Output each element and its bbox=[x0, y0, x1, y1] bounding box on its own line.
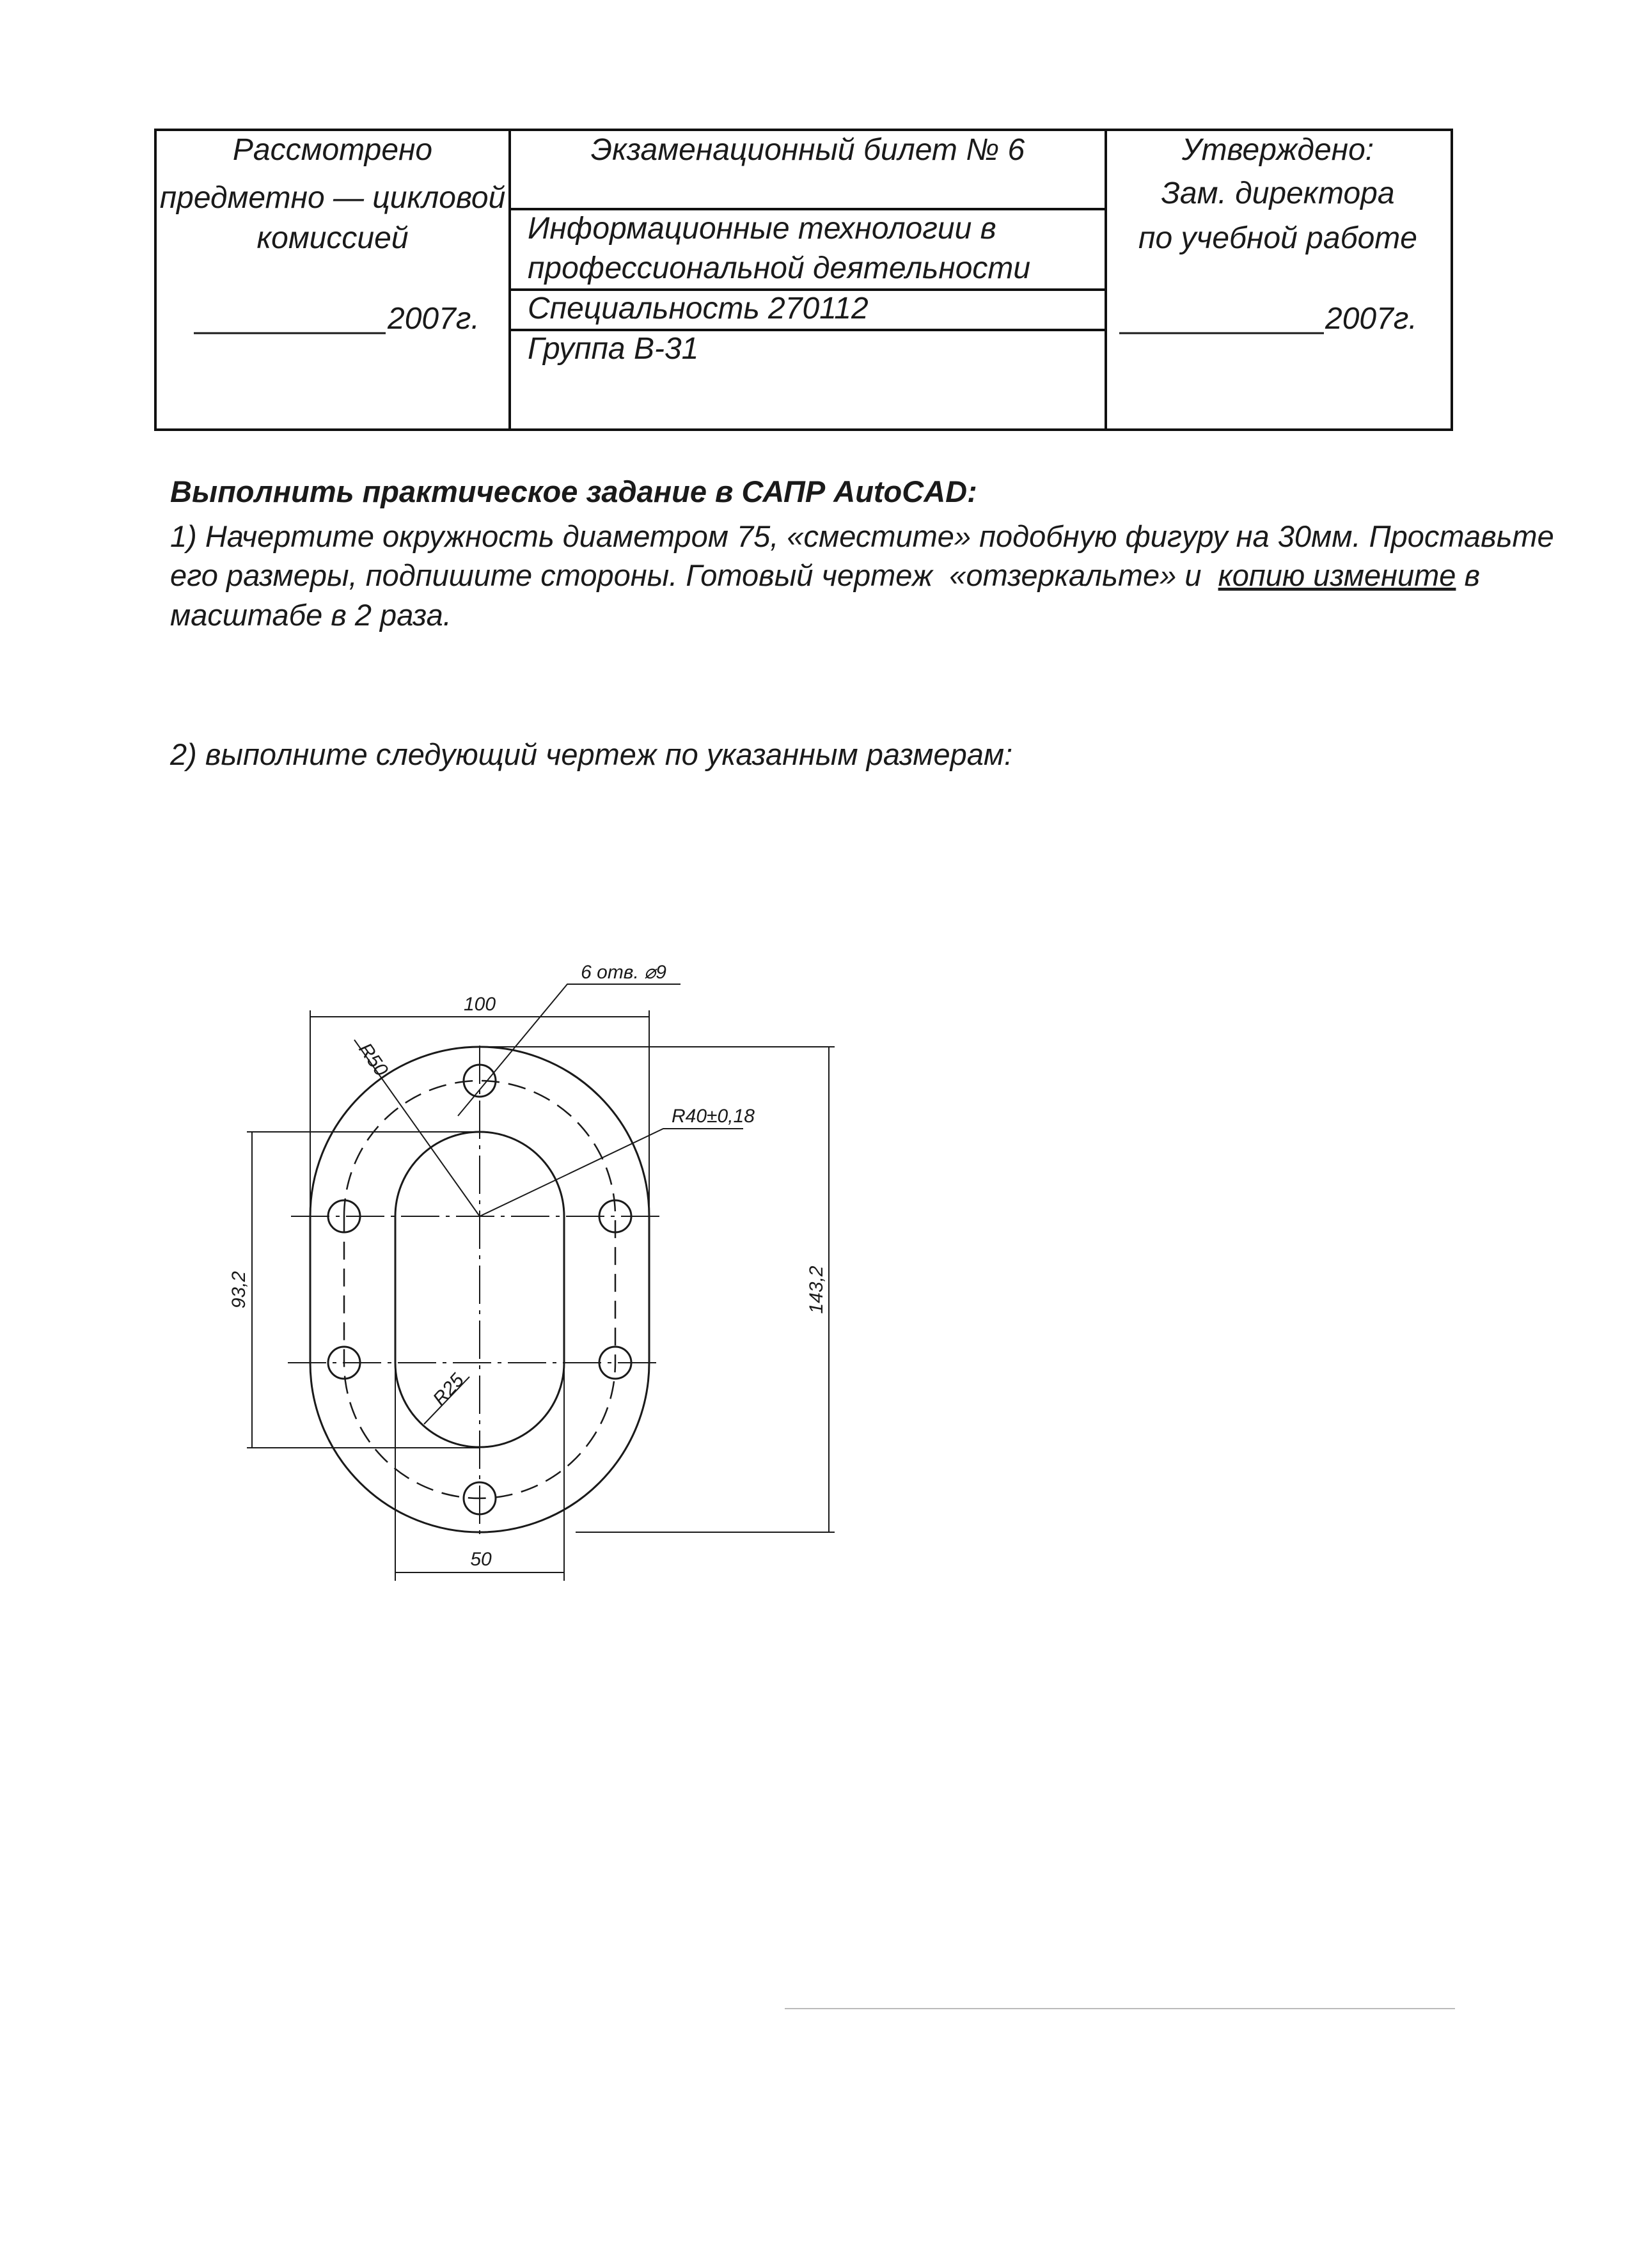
flange-drawing bbox=[228, 962, 835, 1581]
approved-title: Утверждено: bbox=[1181, 133, 1374, 167]
task2: 2) выполните следующий чертеж по указанным размерам: bbox=[170, 737, 1013, 771]
task1-line2 bbox=[170, 558, 1480, 592]
group: Группа В-31 bbox=[528, 332, 699, 366]
approved-line1: Зам. директора bbox=[1161, 176, 1395, 210]
header-table bbox=[155, 130, 1452, 430]
subject-line2: профессиональной деятельности bbox=[528, 251, 1031, 285]
holes-label: 6 отв. ⌀9 bbox=[581, 962, 666, 983]
dim-r50: R50 bbox=[354, 1039, 392, 1081]
task-text bbox=[169, 474, 1554, 771]
dim-93-2: 93,2 bbox=[228, 1271, 249, 1309]
task1-line1: 1) Начертите окружность диаметром 75, «сместите» подобную фигуру на 30мм. Проставьте bbox=[170, 519, 1554, 553]
specialty: Специальность 270112 bbox=[528, 292, 869, 325]
ticket-title: Экзаменационный билет № 6 bbox=[590, 133, 1025, 167]
dim-143-2: 143,2 bbox=[806, 1266, 827, 1314]
reviewed-title: Рассмотрено bbox=[232, 133, 433, 167]
dim-100: 100 bbox=[463, 994, 496, 1015]
dim-r25: R25 bbox=[429, 1369, 469, 1410]
subject-line1: Информационные технологии в bbox=[528, 212, 996, 246]
task-heading: Выполнить практическое задание в САПР AutoCAD: bbox=[170, 474, 977, 508]
task1-line2-end: в bbox=[1456, 558, 1481, 592]
task1-line3: масштабе в 2 раза. bbox=[170, 598, 452, 632]
approved-line2: по учебной работе bbox=[1138, 221, 1417, 255]
approved-date: 2007г. bbox=[1325, 302, 1417, 336]
dim-50: 50 bbox=[470, 1549, 492, 1570]
reviewed-line2: комиссией bbox=[256, 221, 409, 255]
reviewed-line1: предметно — цикловой bbox=[159, 181, 506, 215]
dim-r40: R40±0,18 bbox=[672, 1106, 755, 1127]
task1-underlined: копию измените bbox=[1218, 558, 1456, 592]
reviewed-date: 2007г. bbox=[388, 302, 480, 336]
task1-line2-start: его размеры, подпишите стороны. Готовый чертеж «отзеркальте» и bbox=[170, 558, 1218, 592]
